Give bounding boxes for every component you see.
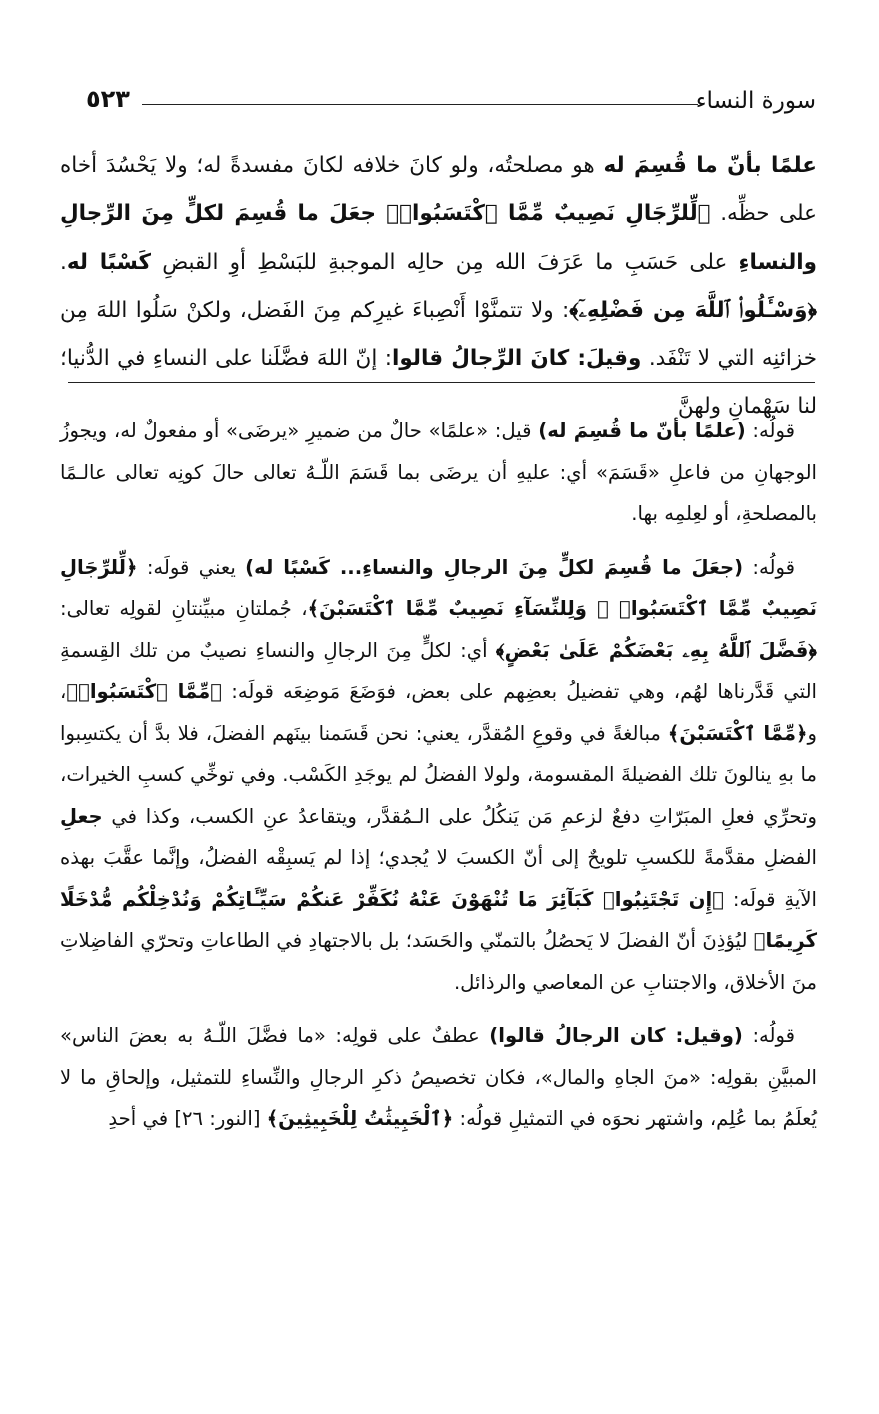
main-paragraph xyxy=(60,142,817,432)
surah-title: سورة النساء xyxy=(695,88,816,114)
commentary-lead: قولُه: xyxy=(743,555,795,579)
main-text-run: هو مصلحتُه، ولو كانَ خلافه لكانَ مفسدةً له؛ ولا يَحْسُدَ أخاه على حظِّه. xyxy=(60,153,817,227)
commentary-text-run: ، جُملتانِ مبيِّنتانِ لقولِه تعالى: xyxy=(60,597,308,620)
commentary-text-run: ، و xyxy=(60,680,817,745)
commentary-heading: (علمًا بأنّ ما قُسِمَ له) xyxy=(538,419,746,442)
commentary-paragraph xyxy=(60,547,817,1004)
commentary-lead: قولُه: xyxy=(745,419,795,442)
commentary-heading: (وقيل: كان الرجالُ قالوا) xyxy=(489,1024,743,1047)
main-text-run: . xyxy=(60,249,67,275)
main-text-run: : إنّ اللهَ فضَّلَنا على النساءِ في الدُّنيا؛ لنا سَهْمانِ ولهنَّ xyxy=(60,346,817,420)
commentary-bold-word: جعلِ xyxy=(60,804,103,828)
quran-quote: ﴿فَضَّلَ ٱللَّهُ بِهِۦ بَعْضَكُمْ عَلَىٰ بَعْضٍ﴾ xyxy=(495,638,817,662)
commentary-text-run: عطفٌ على قولِه: «ما فضَّلَ اللّـهُ به بعضَ الناس» المبيَّنِ بقولِه: «منَ الجاهِ والمال»، فكان تخصيصُ ذكرِ الرجالِ والنِّساءِ للتمثيل، وإلحاقِ ما لا يُعلَمُ بما عُلِم، واشتهر نحوَه في التمثيلِ قولُه: xyxy=(60,1024,817,1130)
commentary-text-run: أي: لكلٍّ مِنَ الرجالِ والنساءِ نصيبٌ من تلك القِسمةِ التي قَدَّرناها لهُم، وهي تفضيلُ بعضِهم على بعض، فوَضَعَ مَوضِعَه قولَه: xyxy=(60,638,817,703)
commentary-paragraph xyxy=(60,410,817,535)
commentary-text-run: الفضلِ مقدَّمةً للكسبِ تلويحٌ إلى أنّ الكسبَ لا يُجدي؛ إذا لم يَسبِقْه الفضلُ، وإنَّما عقَّبَ بهذه الآيةِ قولَه: xyxy=(60,846,817,911)
commentary-text-run: يعني قولَه: xyxy=(137,555,246,579)
main-text xyxy=(60,142,817,432)
commentary-lead: قولُه: xyxy=(742,1024,796,1047)
quran-quote: ﴿مِّمَّا ٱكْتَسَبْنَ﴾ xyxy=(667,721,808,745)
quran-quote: ﴿إِن تَجْتَنِبُوا۟ كَبَآئِرَ مَا تُنْهَوْنَ عَنْهُ نُكَفِّرْ عَنكُمْ سَيِّـَٔاتِكُمْ وَنُدْخِلْكُم مُّدْخَلًا كَرِيمًا﴾ xyxy=(60,887,817,952)
quran-quote: ﴿ٱلْخَبِيثَٰتُ لِلْخَبِيثِينَ﴾ xyxy=(266,1107,454,1130)
main-bold-phrase: علمًا بأنّ ما قُسِمَ له xyxy=(603,153,817,178)
commentary-text-run: [النور: ٢٦] في أحدِ xyxy=(108,1107,267,1130)
commentary-heading: (جعَلَ ما قُسِمَ لكلٍّ مِنَ الرجالِ والنساءِ... كَسْبًا له) xyxy=(245,555,744,579)
main-text-run: : ولا تتمنَّوْا أَنْصِباءَ غيرِكم مِنَ الفَضل، ولكنْ سَلُوا اللهَ مِن خزائنِه التي لا تَنْفَد. xyxy=(60,297,817,372)
main-bold-phrase: جعَلَ ما قُسِمَ لكلٍّ مِنَ الرِّجالِ والنساءِ xyxy=(60,201,818,275)
commentary-text-run: ليُؤذِنَ أنّ الفضلَ لا يَحصُلُ بالتمنّي والحَسَد؛ بل بالاجتهادِ في الطاعاتِ وتحرّي الفاضِلاتِ منَ الأخلاق، والاجتنابِ عن المعاصي والرذائل. xyxy=(60,929,817,994)
commentary-paragraph xyxy=(60,1015,817,1140)
main-bold-phrase: كَسْبًا له xyxy=(66,249,152,275)
quran-quote: ﴿لِّلرِّجَالِ نَصِيبٌ مِّمَّا ٱكْتَسَبُوا۟﴾ xyxy=(386,201,711,227)
footnote-divider xyxy=(68,382,815,383)
commentary-text-run: مبالغةً في وقوعِ المُقدَّر، يعني: نحن قَسَمنا بينَهم الفضلَ، فلا بدَّ أن يكتسِبوا ما بهِ ينالونَ تلك الفضيلةَ المقسومة، ولولا الفضلُ لم يوجَدِ الكَسْب. وفي توخِّي كسبِ الخيرات، وتحرِّي فعلِ المبَرّاتِ دفعٌ لزعمِ مَن يَنكُلُ على الـمُقدَّر، ويتقاعدُ عنِ الكسب، وكذا في xyxy=(60,721,817,828)
quran-quote: ﴿مِّمَّا ٱكْتَسَبُوا۟﴾ xyxy=(66,680,223,703)
header-rule xyxy=(142,104,698,105)
commentary-text-run: قيل: «علمًا» حالٌ من ضميرِ «يرضَى» أو مفعولٌ له، ويجوزُ الوجهانِ من فاعلِ «قَسَمَ» أي: عليهِ أن يرضَى بما قَسَمَ اللّـهُ تعالى حالَ كونِه تعالى عالـمًا بالمصلحةِ، أو لعِلمِه بها. xyxy=(60,419,817,525)
commentary xyxy=(60,410,817,1140)
main-text-run: على حَسَبِ ما عَرَفَ الله مِن حالِه الموجبةِ للبَسْطِ أوِ القبضِ xyxy=(151,249,739,275)
quran-quote: ﴿وَسْـَٔلُوا۟ ٱللَّهَ مِن فَضْلِهِۦٓ﴾ xyxy=(569,297,817,323)
main-bold-phrase: وقيلَ: كانَ الرِّجالُ قالوا xyxy=(392,346,642,372)
page-number: ٥٢٣ xyxy=(86,85,130,113)
quran-quote: ﴿لِّلرِّجَالِ نَصِيبٌ مِّمَّا ٱكْتَسَبُوا۟ ۖ وَلِلنِّسَآءِ نَصِيبٌ مِّمَّا ٱكْتَسَبْنَ﴾ xyxy=(60,555,818,620)
running-header xyxy=(86,86,816,116)
